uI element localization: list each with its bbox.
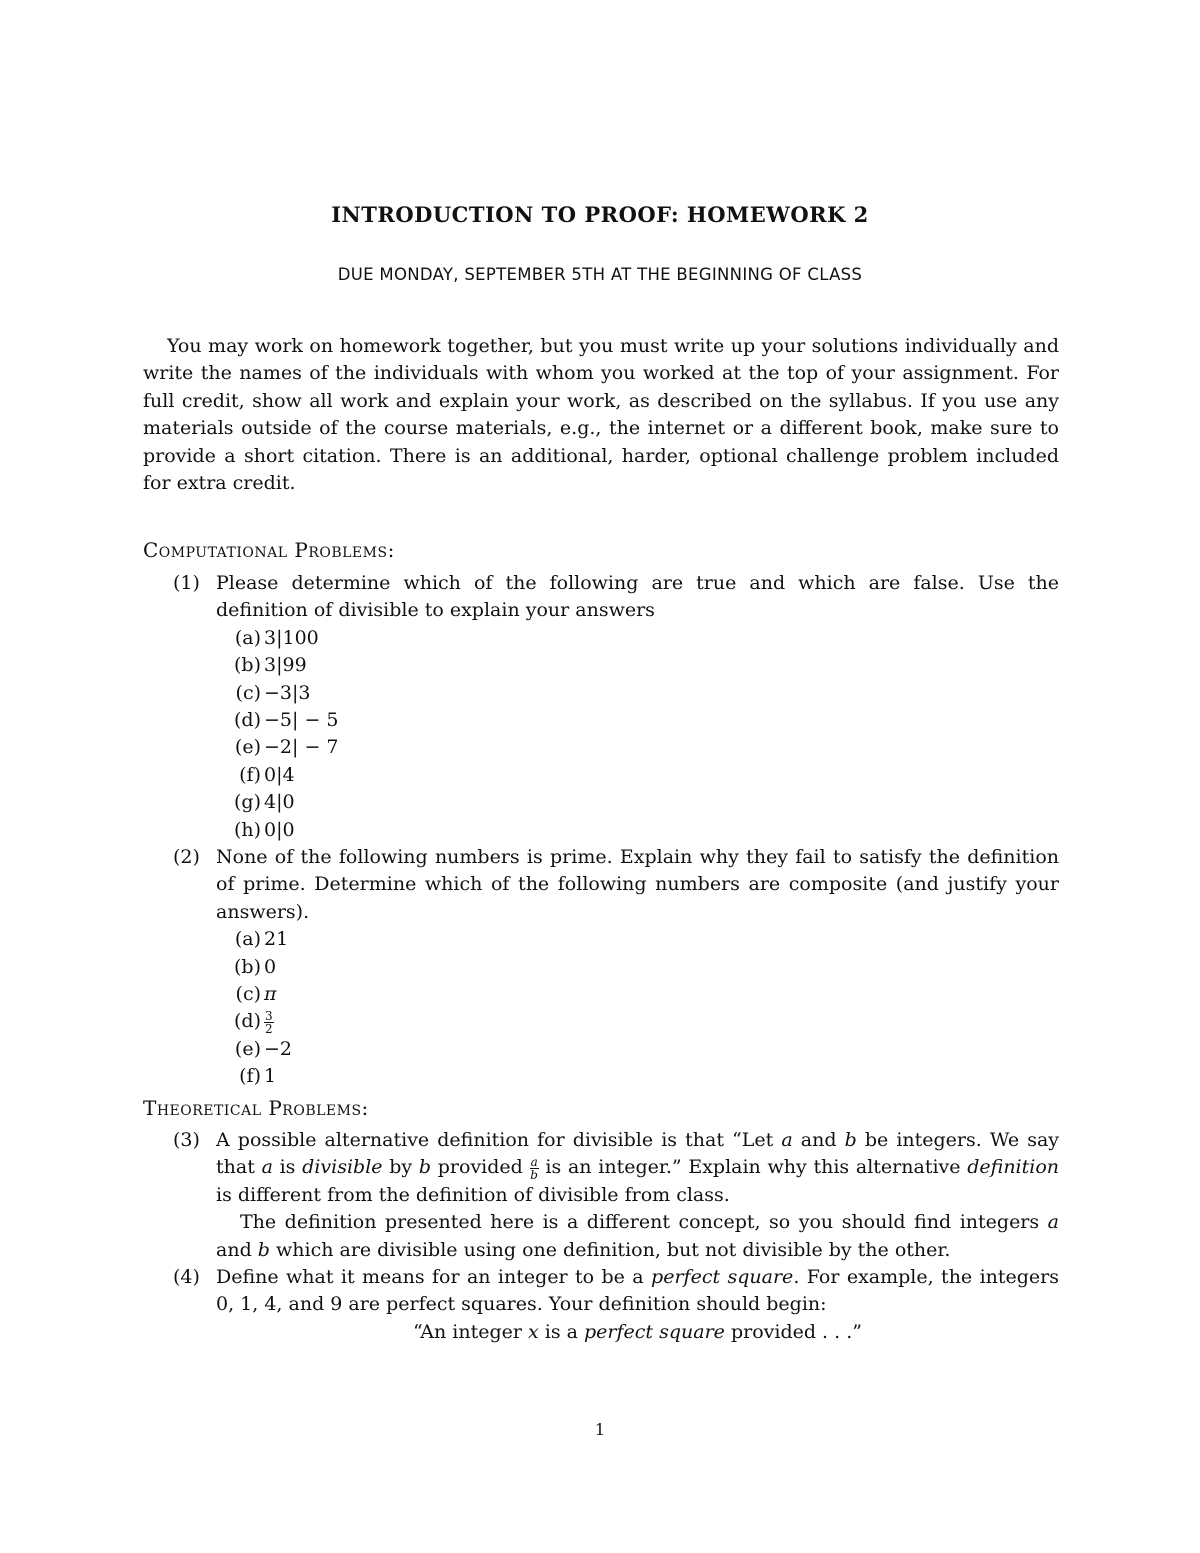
list-item: (h) 0|0	[233, 818, 295, 841]
list-item: (e) −2| − 7	[234, 736, 339, 759]
list-item: (c) −3|3	[235, 681, 311, 704]
list-item: (a) 21	[234, 928, 289, 951]
list-item: (f) 1	[239, 1065, 277, 1088]
problem-number: (3)	[173, 1129, 200, 1151]
problem-1	[143, 570, 1059, 844]
problem-number: (4)	[173, 1266, 200, 1288]
problem-number: (2)	[173, 846, 200, 868]
page-title: INTRODUCTION TO PROOF: HOMEWORK 2	[331, 202, 869, 227]
list-item: (d) −5| − 5	[234, 708, 339, 731]
section-heading-theoretical: Theoretical Problems:	[143, 1096, 369, 1120]
list-item: (e) −2	[234, 1037, 293, 1060]
definition-template: “An integer x is a perfect square provided . . .”	[413, 1320, 862, 1343]
problem-text: None of the following numbers is prime. Explain why they fail to satisfy the definition of prime. Determine which of the following numbers are composite (and justify your answers).	[216, 846, 1059, 923]
list-item: (a) 3|100	[234, 626, 319, 649]
page-number: 1	[594, 1420, 606, 1439]
fraction: $\frac{a}{b}$	[530, 1154, 538, 1182]
intro-paragraph: You may work on homework together, but you must write up your solutions individually and write the names of the individuals with whom you worked at the top of your assignment. For full credit, show all work and explain your work, as described on the syllabus. If you use any materials outside of the course materials, e.g., the internet or a different book, make sure to provide a short citation. There is an additional, harder, optional challenge problem included for extra credit.	[143, 335, 1059, 495]
section-heading-computational: Computational Problems:	[143, 538, 395, 562]
problem-3	[143, 1127, 1059, 1264]
list-item: (f) 0|4	[239, 763, 295, 786]
problem-4	[143, 1264, 1059, 1346]
list-item: (b) 0	[234, 955, 277, 978]
problem-text: Define what it means for an integer to be a perfect square. For example, the integers 0, 1, 4, and 9 are perfect squares. Your definition should begin:	[216, 1266, 1060, 1316]
due-date: DUE MONDAY, SEPTEMBER 5TH AT THE BEGINNING OF CLASS	[337, 265, 863, 284]
problem-hint: The definition presented here is a different concept, so you should find integers a and b which are divisible using one definition, but not divisible by the other.	[216, 1211, 1059, 1261]
list-item: (d) $\frac{3}{2}$	[234, 1008, 273, 1036]
problem-text: Please determine which of the following are true and which are false. Use the definition of divisible to explain your answers	[216, 572, 1059, 622]
problem-number: (1)	[173, 572, 200, 594]
problem-text: A possible alternative definition for divisible is that “Let a and b be integers. We say that a is divisible by b provided $\frac{a}{b}$ is an integer.” Explain why this alternative definition is different from the definition of divisible from class.	[216, 1129, 1060, 1206]
problem-2	[143, 844, 1059, 1091]
list-item: (c) π	[235, 983, 277, 1005]
fraction: $\frac{3}{2}$	[265, 1008, 273, 1036]
list-item: (g) 4|0	[234, 791, 295, 814]
list-item: (b) 3|99	[234, 654, 307, 677]
